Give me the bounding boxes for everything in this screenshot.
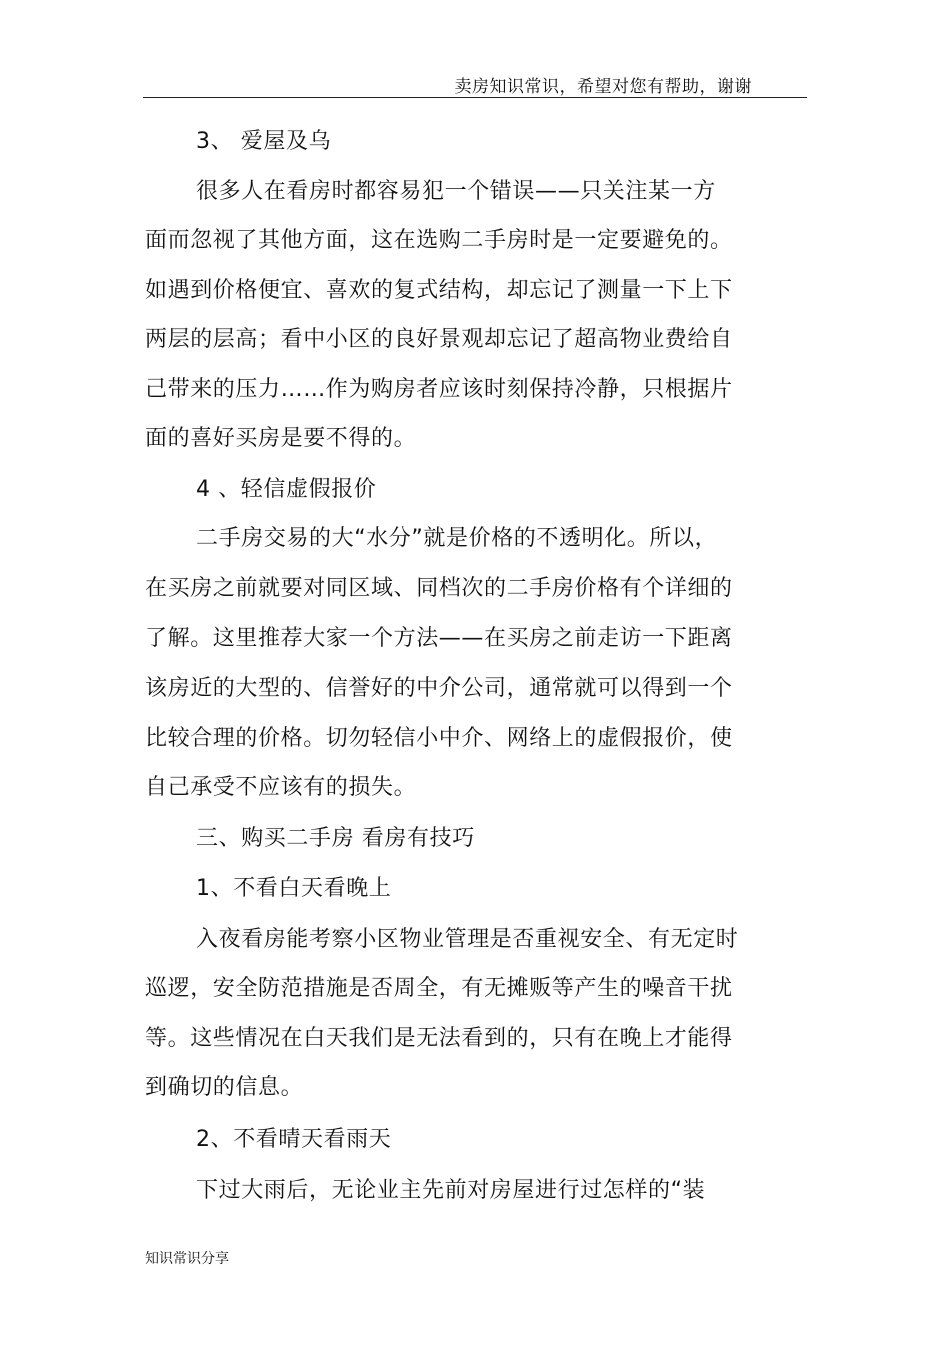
paragraph-line: 两层的层高；看中小区的良好景观却忘记了超高物业费给自: [145, 327, 733, 352]
paragraph-line: 入夜看房能考察小区物业管理是否重视安全、有无定时: [196, 927, 739, 952]
paragraph-line: 二手房交易的大“水分”就是价格的不透明化。所以，: [196, 526, 718, 551]
paragraph-line: 到确切的信息。: [145, 1075, 304, 1100]
paragraph-line: 面的喜好买房是要不得的。: [145, 426, 417, 451]
heading-line: 4 、轻信虚假报价: [196, 477, 377, 502]
paragraph-line: 自己承受不应该有的损失。: [145, 775, 417, 800]
paragraph-line: 等。这些情况在白天我们是无法看到的，只有在晚上才能得: [145, 1026, 733, 1051]
paragraph-line: 了解。这里推荐大家一个方法——在买房之前走访一下距离: [145, 626, 733, 651]
heading-line: 1、不看白天看晚上: [196, 876, 392, 901]
paragraph-line: 下过大雨后，无论业主先前对房屋进行过怎样的“装: [196, 1178, 706, 1203]
paragraph-line: 巡逻，安全防范措施是否周全，有无摊贩等产生的噪音干扰: [145, 976, 733, 1001]
paragraph-line: 该房近的大型的、信誉好的中介公司，通常就可以得到一个: [145, 676, 733, 701]
paragraph-line: 面而忽视了其他方面，这在选购二手房时是一定要避免的。: [145, 228, 733, 253]
heading-line: 2、不看晴天看雨天: [196, 1127, 392, 1152]
paragraph-line: 如遇到价格便宜、喜欢的复式结构，却忘记了测量一下上下: [145, 278, 733, 303]
heading-line: 3、 爱屋及乌: [196, 129, 332, 154]
paragraph-line: 己带来的压力……作为购房者应该时刻保持冷静，只根据片: [145, 377, 733, 402]
page-footer: 知识常识分享: [145, 1251, 229, 1267]
paragraph-line: 很多人在看房时都容易犯一个错误——只关注某一方: [196, 179, 716, 204]
header-divider: [143, 97, 807, 98]
page-header-title: 卖房知识常识，希望对您有帮助，谢谢: [454, 77, 752, 97]
paragraph-line: 在买房之前就要对同区域、同档次的二手房价格有个详细的: [145, 576, 733, 601]
section-heading: 三、购买二手房 看房有技巧: [196, 826, 475, 851]
paragraph-line: 比较合理的价格。切勿轻信小中介、网络上的虚假报价，使: [145, 726, 733, 751]
